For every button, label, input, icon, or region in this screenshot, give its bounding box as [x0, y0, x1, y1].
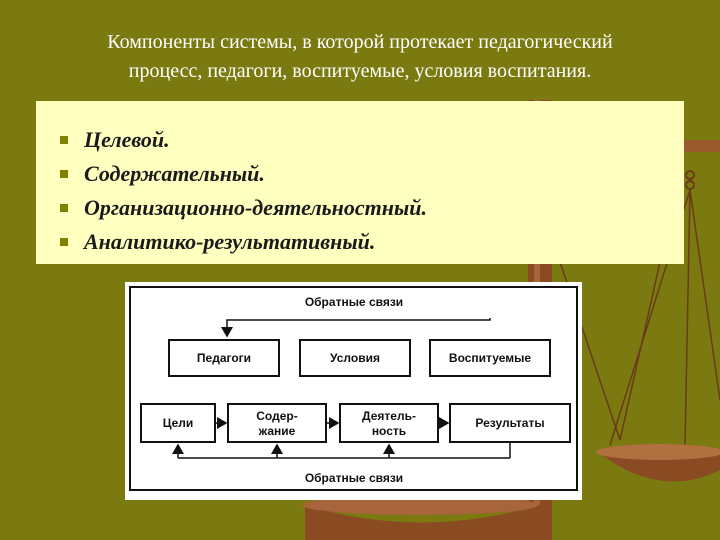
list-item: [60, 225, 427, 259]
box-pupils-label: Воспитуемые: [448, 351, 532, 365]
square-bullet-icon: [60, 238, 68, 246]
box-goals-label: Цели: [162, 416, 194, 430]
box-conditions-label: Условия: [330, 351, 380, 365]
square-bullet-icon: [60, 204, 68, 212]
title-line-2: процесс, педагоги, воспитуемые, условия воспитания.: [128, 60, 592, 82]
bottom-feedback-label: Обратные связи: [304, 471, 404, 485]
box-teachers-label: Педагоги: [196, 351, 252, 365]
bullet-text: Целевой.: [84, 127, 170, 152]
box-results-label: Результаты: [475, 416, 545, 430]
diagram-outer-frame: [130, 287, 577, 490]
box-activity-line2: ность: [371, 424, 407, 438]
box-content-line2: жание: [258, 424, 296, 438]
bullet-text: Содержательный.: [84, 161, 265, 186]
list-item: [60, 123, 427, 157]
square-bullet-icon: [60, 170, 68, 178]
top-feedback-label: Обратные связи: [304, 295, 404, 309]
list-item: [60, 191, 427, 225]
box-activity-line1: Деятель-: [362, 409, 416, 423]
title-line-1: Компоненты системы, в которой протекает педагогический: [107, 31, 613, 53]
square-bullet-icon: [60, 136, 68, 144]
bullet-text: Организационно-деятельностный.: [84, 195, 427, 220]
box-content-line1: Содер-: [256, 409, 298, 423]
list-item: [60, 157, 427, 191]
bullet-panel: [36, 101, 684, 264]
system-diagram: [125, 282, 582, 500]
top-feedback-arrow: [227, 318, 490, 336]
diagram-canvas: [125, 282, 582, 500]
slide-title: [20, 28, 700, 86]
bullet-list: [60, 123, 427, 259]
bullet-text: Аналитико-результативный.: [84, 229, 376, 254]
